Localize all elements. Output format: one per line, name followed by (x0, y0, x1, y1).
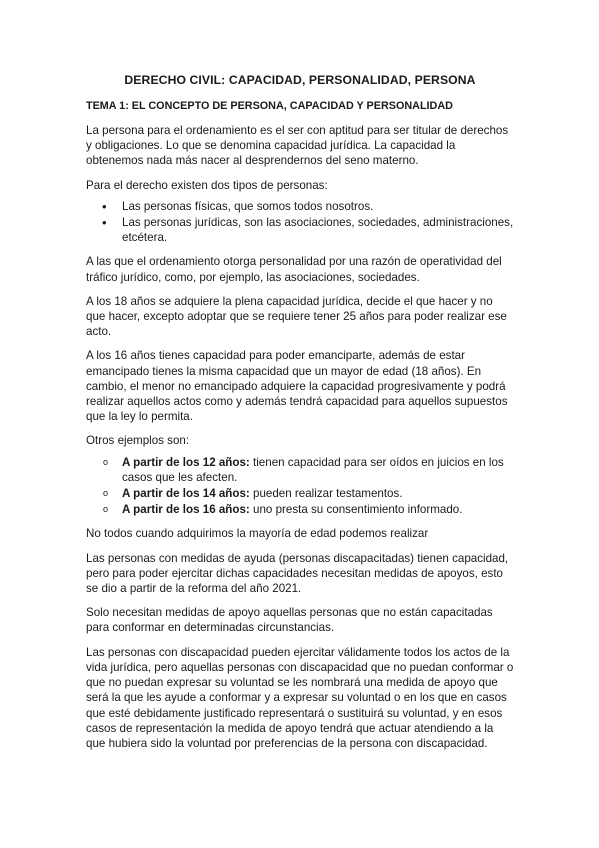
paragraph-persona-definition: La persona para el ordenamiento es el ser con aptitud para ser titular de derechos y obligaciones. Lo que se denomina capacidad jurídica. La capacidad la obtenemos nada más nacer al desprendernos del seno materno. (86, 124, 509, 168)
bullet-icon: • (102, 198, 107, 214)
circle-bullet-icon: o (103, 488, 109, 499)
list-item-text: uno presta su consentimiento informado. (249, 503, 463, 517)
list-item (86, 502, 514, 517)
list-item-text: pueden realizar testamentos. (249, 487, 403, 501)
paragraph-age-16: A los 16 años tienes capacidad para poder emanciparte, además de estar emancipado tienes la misma capacidad que un mayor de edad (18 años). En cambio, el menor no emancipado adquiere la capacidad progresivamente y podrá realizar aquellos actos como y además tendrá capacidad para aquellos supuestos que la ley lo permita. (86, 349, 508, 424)
section-heading: TEMA 1: EL CONCEPTO DE PERSONA, CAPACIDAD Y PERSONALIDAD (86, 100, 453, 112)
list-item-bold-lead: A partir de los 12 años: (122, 455, 250, 469)
circle-bullet-icon: o (103, 504, 109, 515)
person-types-list (86, 199, 514, 246)
bullet-icon: • (102, 215, 107, 231)
paragraph-majority-age: No todos cuando adquirimos la mayoría de edad podemos realizar (86, 527, 429, 541)
list-item-text: tienen capacidad para ser oídos en juicios en los casos que les afecten. (122, 455, 504, 484)
list-item-bold-lead: A partir de los 14 años: (122, 487, 250, 501)
document-title: DERECHO CIVIL: CAPACIDAD, PERSONALIDAD, PERSONA (124, 73, 476, 87)
list-item (86, 215, 514, 245)
paragraph-age-18: A los 18 años se adquiere la plena capacidad jurídica, decide el que hacer y no que hacer, excepto adoptar que se requiere tener 25 años para poder realizar ese acto. (86, 294, 507, 339)
circle-bullet-icon: o (103, 456, 109, 467)
paragraph-support-measures: Las personas con medidas de ayuda (personas discapacitadas) tienen capacidad, pero para poder ejercitar dichas capacidades necesitan medidas de apoyos, esto se dio a partir de la reforma del año 2021. (86, 551, 509, 596)
list-item (86, 455, 514, 485)
paragraph-personality: A las que el ordenamiento otorga personalidad por una razón de operatividad del tráfico jurídico, como, por ejemplo, las asociaciones, sociedades. (86, 255, 502, 284)
paragraph-support-needed: Solo necesitan medidas de apoyo aquellas personas que no están capacitadas para conformar en determinadas circunstancias. (86, 606, 493, 635)
list-item (86, 486, 514, 501)
list-item (86, 199, 514, 214)
list-item-text: Las personas físicas, que somos todos nosotros. (122, 199, 374, 213)
examples-list (86, 455, 514, 518)
document-body (86, 72, 514, 751)
list-item-bold-lead: A partir de los 16 años: (122, 503, 250, 517)
paragraph-person-types-intro: Para el derecho existen dos tipos de personas: (86, 178, 328, 192)
list-item-text: Las personas jurídicas, son las asociaciones, sociedades, administraciones, etcétera. (122, 216, 514, 245)
paragraph-examples-intro: Otros ejemplos son: (86, 434, 190, 448)
paragraph-disability-acts: Las personas con discapacidad pueden ejercitar válidamente todos los actos de la vida jurídica, pero aquellas personas con discapacidad que no puedan conformar o que no puedan expresar su voluntad se les nombrará una medida de apoyo que será la que les ayude a conformar y a expresar su voluntad o en los que en casos que esté debidamente justificado representará o sustituirá su voluntad, y en esos casos de representación la medida de apoyo tendrá que actuar atendiendo a la que hubiera sido la voluntad por preferencias de la persona con discapacidad. (86, 645, 514, 750)
